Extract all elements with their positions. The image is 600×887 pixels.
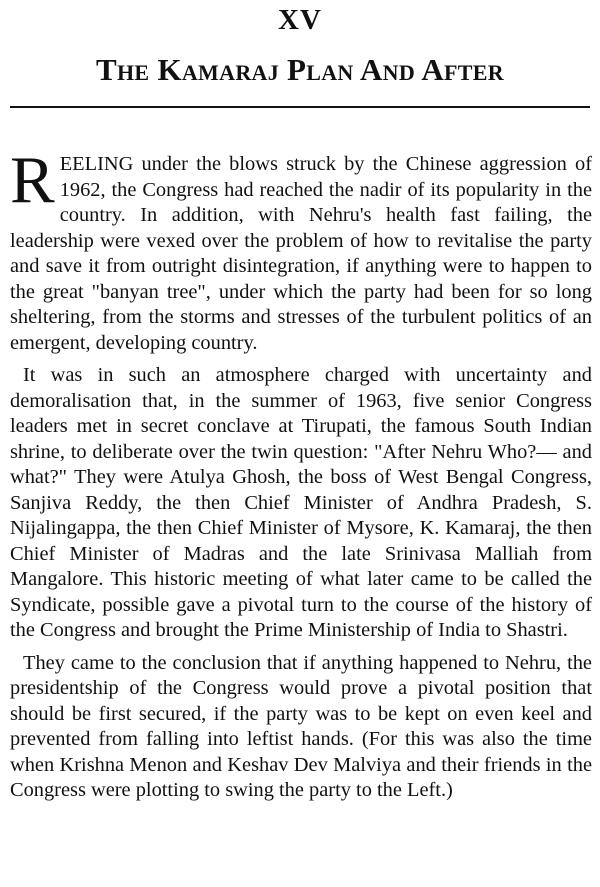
chapter-body: [10, 143, 592, 804]
title-divider: [10, 106, 590, 108]
paragraph-1: [10, 143, 592, 356]
drop-cap: R: [10, 143, 55, 217]
chapter-title: The Kamaraj Plan And After: [96, 52, 504, 87]
paragraph-3: They came to the conclusion that if anything happened to Nehru, the presidentship of the Congress would prove a pivotal position that should be first secured, if the party was to be kept on even keel and prevented from falling into leftist hands. (For this was also the time when Krishna Menon and Keshav Dev Malviya and their friends in the Congress were plotting to swing the party to the Left.): [10, 651, 592, 801]
paragraph-1-text: EELING under the blows struck by the Chinese aggression of 1962, the Congress had reached the nadir of its popularity in the country. In addition, with Nehru's health fast failing, the leadership were vexed over the problem of how to revitalise the party and save it from outright disintegration, if anything were to happen to the great "banyan tree", under which the party had been for so long sheltering, from the storms and stresses of the turbulent politics of an emergent, developing country.: [10, 153, 592, 354]
chapter-number: XV: [278, 4, 322, 36]
paragraph-2: It was in such an atmosphere charged with uncertainty and demoralisation that, in the summer of 1963, five senior Congress leaders met in secret conclave at Tirupati, the famous South Indian shrine, to deliberate over the twin question: "After Nehru Who?— and what?" They were Atulya Ghosh, the boss of West Bengal Congress, Sanjiva Reddy, the then Chief Minister of Andhra Pradesh, S. Nijalingappa, the then Chief Minister of Mysore, K. Kamaraj, the then Chief Minister of Madras and the late Srinivasa Malliah from Mangalore. This historic meeting of what later came to be called the Syndicate, possible gave a pivotal turn to the course of the history of the Congress and brought the Prime Ministership of India to Shastri.: [10, 364, 592, 641]
